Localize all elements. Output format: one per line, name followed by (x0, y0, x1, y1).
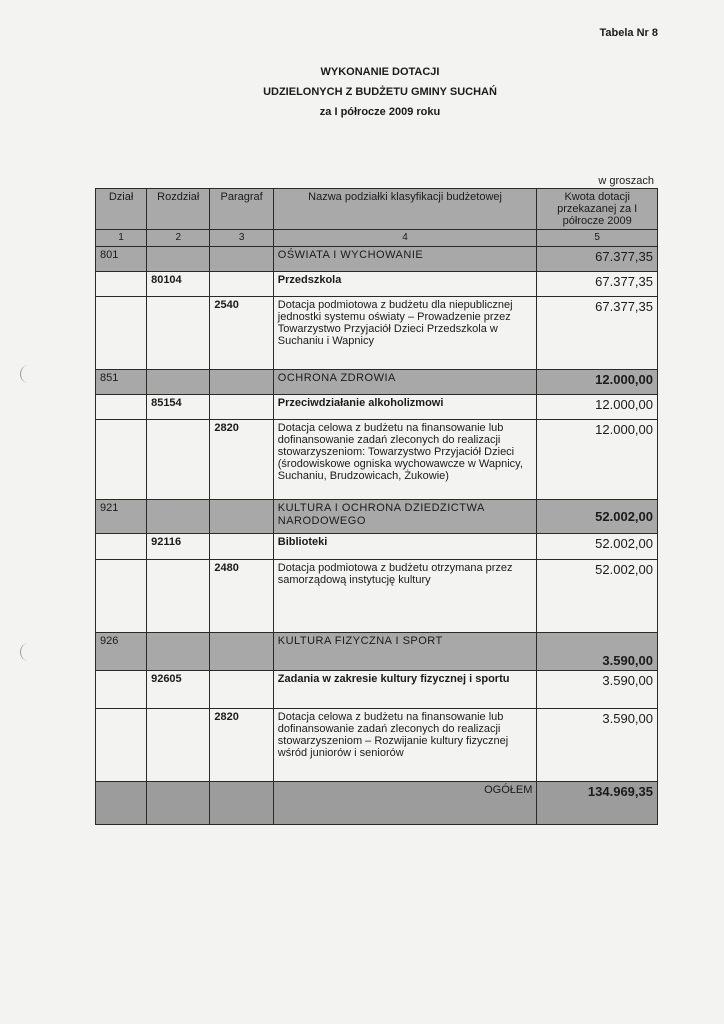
dzial-code: 921 (96, 500, 147, 534)
dzial-row (96, 247, 658, 272)
rozdzial-name: Przeciwdziałanie alkoholizmowi (273, 395, 537, 420)
table-number: Tabela Nr 8 (599, 27, 658, 39)
dzial-code: 851 (96, 370, 147, 395)
rozdzial-row (96, 395, 658, 420)
column-number-row (96, 230, 658, 247)
rozdzial-amount: 3.590,00 (537, 671, 658, 709)
paragraf-row (96, 560, 658, 633)
dzial-row (96, 370, 658, 395)
rozdzial-code: 92605 (147, 671, 210, 709)
dzial-name: KULTURA FIZYCZNA I SPORT (273, 633, 537, 671)
paragraf-code: 2480 (210, 560, 273, 633)
punch-hole-mark (20, 643, 37, 661)
dzial-row (96, 633, 658, 671)
dzial-amount: 67.377,35 (537, 247, 658, 272)
dzial-name: OŚWIATA I WYCHOWANIE (273, 247, 537, 272)
col-number: 5 (537, 230, 658, 247)
col-header-kwota: Kwota dotacji przekazanej za I półrocze 2009 (537, 189, 658, 230)
dzial-name: KULTURA I OCHRONA DZIEDZICTWA NARODOWEGO (273, 500, 537, 534)
unit-label: w groszach (598, 175, 654, 187)
title-line-3: za I półrocze 2009 roku (319, 106, 441, 118)
dzial-amount: 52.002,00 (537, 500, 658, 534)
total-amount: 134.969,35 (537, 782, 658, 825)
dzial-code: 926 (96, 633, 147, 671)
paragraf-amount: 67.377,35 (537, 297, 658, 370)
title-line-2: UDZIELONYCH Z BUDŻETU GMINY SUCHAŃ (263, 86, 497, 98)
paragraf-code: 2820 (210, 709, 273, 782)
total-row (96, 782, 658, 825)
dzial-amount: 12.000,00 (537, 370, 658, 395)
paragraf-code: 2540 (210, 297, 273, 370)
rozdzial-amount: 67.377,35 (537, 272, 658, 297)
paragraf-row (96, 420, 658, 500)
col-header-paragraf: Paragraf (210, 189, 273, 230)
rozdzial-name: Biblioteki (273, 534, 537, 560)
rozdzial-name: Przedszkola (273, 272, 537, 297)
rozdzial-code: 92116 (147, 534, 210, 560)
rozdzial-row (96, 272, 658, 297)
paragraf-code: 2820 (210, 420, 273, 500)
rozdzial-row (96, 534, 658, 560)
col-number: 1 (96, 230, 147, 247)
paragraf-name: Dotacja celowa z budżetu na finansowanie lub dofinansowanie zadań zleconych do realizacji stowarzyszeniom – Rozwijanie kultury fizycznej wśród juniorów i seniorów (273, 709, 537, 782)
dzial-code: 801 (96, 247, 147, 272)
paragraf-name: Dotacja podmiotowa z budżetu otrzymana przez samorządową instytucję kultury (273, 560, 537, 633)
table-header-row (96, 189, 658, 230)
dzial-name: OCHRONA ZDROWIA (273, 370, 537, 395)
rozdzial-name: Zadania w zakresie kultury fizycznej i sportu (273, 671, 537, 709)
col-header-nazwa: Nazwa podziałki klasyfikacji budżetowej (273, 189, 537, 230)
rozdzial-code: 85154 (147, 395, 210, 420)
col-number: 3 (210, 230, 273, 247)
paragraf-amount: 52.002,00 (537, 560, 658, 633)
col-header-rozdzial: Rozdział (147, 189, 210, 230)
paragraf-amount: 3.590,00 (537, 709, 658, 782)
rozdzial-row (96, 671, 658, 709)
col-header-dzial: Dział (96, 189, 147, 230)
paragraf-row (96, 297, 658, 370)
title-line-1: WYKONANIE DOTACJI (320, 66, 440, 78)
rozdzial-amount: 52.002,00 (537, 534, 658, 560)
paragraf-name: Dotacja celowa z budżetu na finansowanie lub dofinansowanie zadań zleconych do realizacji stowarzyszeniom: Towarzystwo Przyjaciół Dzieci (środowiskowe ogniska wychowawcze w Wapnicy, Suchaniu, Brudzowicach, Żukowie) (273, 420, 537, 500)
dzial-amount: 3.590,00 (537, 633, 658, 671)
total-label: OGÓŁEM (273, 782, 537, 825)
rozdzial-amount: 12.000,00 (537, 395, 658, 420)
paragraf-amount: 12.000,00 (537, 420, 658, 500)
col-number: 2 (147, 230, 210, 247)
rozdzial-code: 80104 (147, 272, 210, 297)
col-number: 4 (273, 230, 537, 247)
paragraf-name: Dotacja podmiotowa z budżetu dla niepublicznej jednostki systemu oświaty – Prowadzenie przez Towarzystwo Przyjaciół Dzieci Przedszkola w Suchaniu i Wapnicy (273, 297, 537, 370)
subsidy-table (95, 188, 658, 825)
dzial-row (96, 500, 658, 534)
punch-hole-mark (20, 365, 37, 383)
paragraf-row (96, 709, 658, 782)
